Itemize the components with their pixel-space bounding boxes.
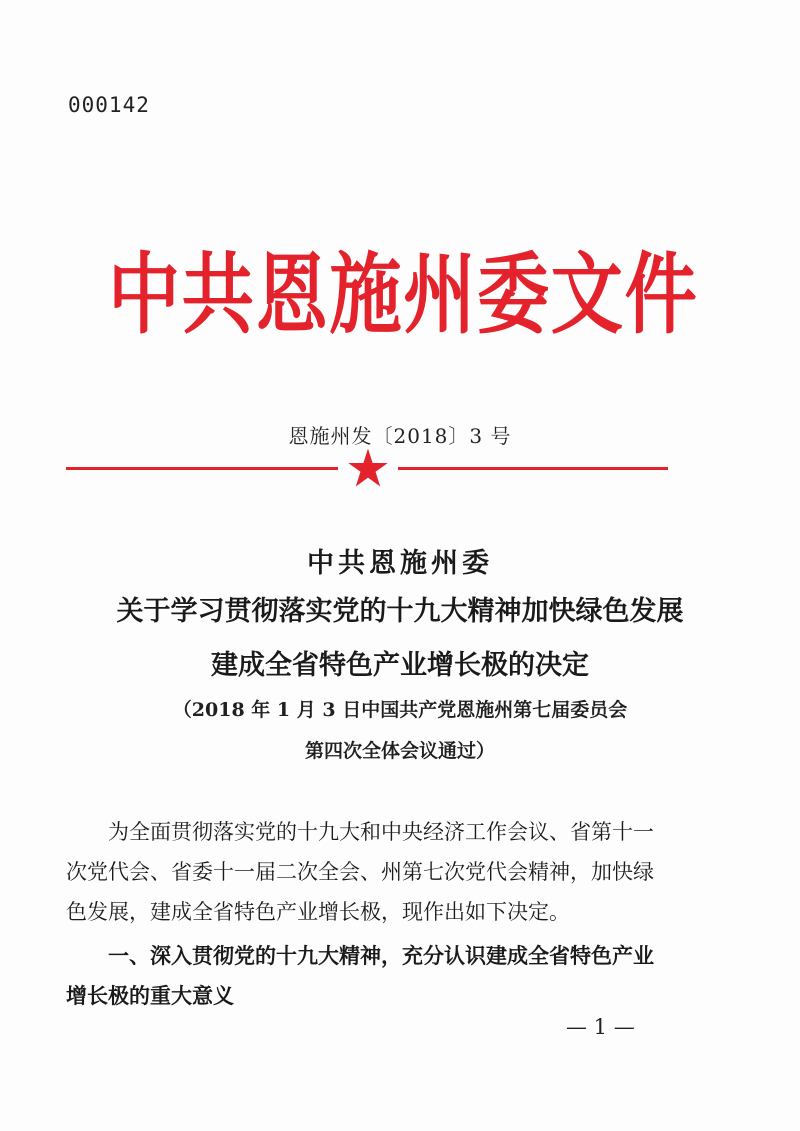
document-title-line: 中共恩施州委 (307, 548, 493, 579)
document-subtitle-line: （2018 年 1 月 3 日中国共产党恩施州第七届委员会 (172, 699, 628, 721)
red-rule-left (66, 467, 338, 470)
red-star-icon (347, 447, 389, 489)
document-serial-number: 000142 (68, 93, 150, 117)
body-text-line: 色发展，建成全省特色产业增长极，现作出如下决定。 (66, 900, 570, 924)
document-title-line: 建成全省特色产业增长极的决定 (211, 650, 589, 681)
section-heading-line: 增长极的重大意义 (66, 984, 234, 1008)
red-rule-right (398, 467, 668, 470)
document-subtitle-line: 第四次全体会议通过） (304, 740, 495, 762)
body-text-line: 为全面贯彻落实党的十九大和中央经济工作会议、省第十一 (66, 820, 654, 844)
document-masthead: 中共恩施州委文件 (108, 243, 699, 346)
issue-number: 恩施州发〔2018〕3 号 (288, 424, 512, 448)
section-heading-line: 一、深入贯彻党的十九大精神，充分认识建成全省特色产业 (66, 944, 654, 968)
body-text-line: 次党代会、省委十一届二次全会、州第七次党代会精神，加快绿 (66, 860, 654, 884)
page-number: — 1 — (566, 1015, 635, 1039)
document-title-line: 关于学习贯彻落实党的十九大精神加快绿色发展 (116, 596, 684, 627)
